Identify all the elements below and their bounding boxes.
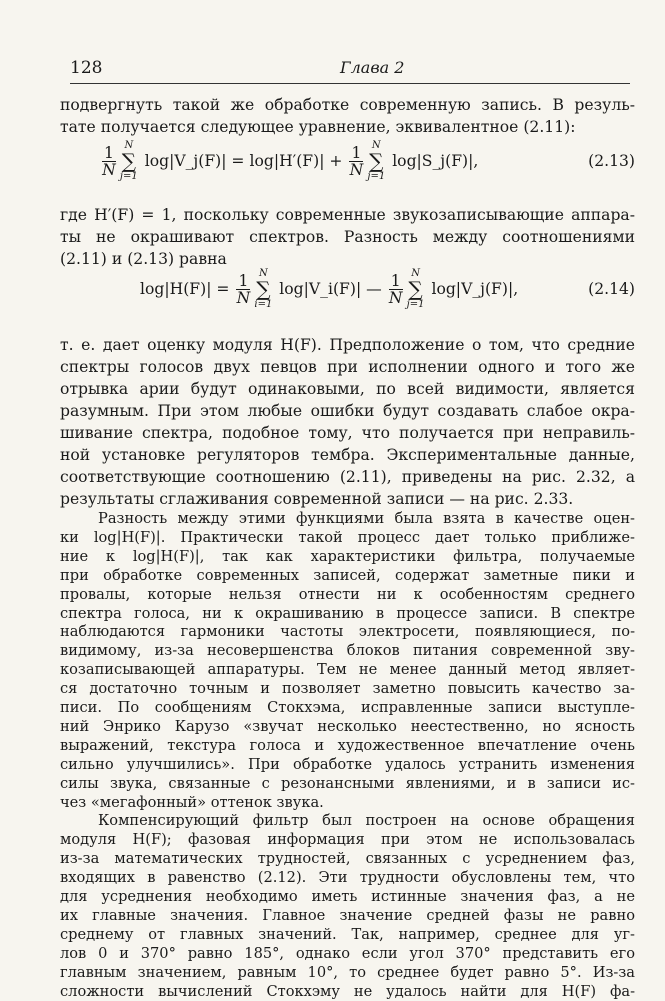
denominator: N [388,288,403,307]
equation-2-14 [100,268,635,318]
text-line: для усреднения необходимо иметь истинные значения фаз, а не [60,888,635,905]
text-line: т. е. дает оценку модуля H(F). Предположение о том, что средние [60,336,635,354]
text-line: из-за математических трудностей, связанных с усреднением фаз, [60,850,635,867]
equation-term: log|V_j(F)|, [431,280,519,298]
text-line: главным значением, равным 10°, то среднее будет равно 5°. Из-за [60,964,635,981]
equation-term: log|S_j(F)|, [392,152,479,170]
text-line: модуля H(F); фазовая информация при этом не использовалась [60,831,635,848]
text-line: где H′(F) = 1, поскольку современные звукозаписывающие аппара- [60,206,635,224]
sum-lower: j=1 [406,299,425,310]
text-line: соответствующие соотношению (2.11), приведены на рис. 2.32, а [60,468,635,486]
text-line: их главные значения. Главное значение средней фазы не равно [60,907,635,924]
chapter-title: Глава 2 [340,58,405,77]
fraction [389,273,403,306]
text-line: видимому, из-за несовершенства блоков питания современной зву- [60,642,635,659]
sum-sign: N ∑ j=1 [406,268,425,310]
text-line: ний Энрико Карузо «звучат несколько неестественно, но ясность [60,718,635,735]
numerator: 1 [351,143,362,162]
equation-term: log|V_i(F)| — [279,280,382,298]
text-line: разумным. При этом любые ошибки будут создавать слабое окра- [60,402,635,420]
text-line: тате получается следующее уравнение, эквивалентное (2.11): [60,118,576,136]
text-line: ты не окрашивают спектров. Разность между соотношениями [60,228,635,246]
text-line: ся достаточно точным и позволяет заметно повысить качество за- [60,680,635,697]
equation-term: log|V_j(F)| = log|H′(F)| + [144,152,343,170]
numerator: 1 [104,143,114,162]
text-line: спектра голоса, ни к окрашиванию в процессе записи. В спектре [60,605,635,622]
text-line: силы звука, связанные с резонансными явлениями, и в записи ис- [60,775,635,792]
text-line: чез «мегафонный» оттенок звука. [60,794,324,811]
fraction [349,145,363,178]
text-line: лов 0 и 370° равно 185°, однако если угол 370° представить его [60,945,635,962]
text-line: (2.11) и (2.13) равна [60,250,227,268]
denominator: N [236,288,251,307]
denominator: N [349,160,364,179]
text-line: сильно улучшились». При обработке удалось устранить изменения [60,756,635,773]
text-line: ние к log|H(F)|, так как характеристики фильтра, получаемые [60,548,635,565]
equation-2-13 [100,140,635,190]
sum-upper: N [124,140,134,151]
sum-sign: N ∑ i=1 [254,268,273,310]
sum-sign: N ∑ j=1 [367,140,386,182]
text-line: козаписывающей аппаратуры. Тем не менее данный метод являет- [60,661,635,678]
page-number: 128 [70,58,103,78]
text-line: писи. По сообщениям Стокхэма, исправленные записи выступле- [60,699,635,716]
text-line: выражений, текстура голоса и художественное впечатление очень [60,737,635,754]
text-line: ной установке регуляторов тембра. Экспериментальные данные, [60,446,635,464]
sum-sign: N ∑ j=1 [119,140,138,182]
numerator: 1 [238,271,249,290]
text-line: среднему от главных значений. Так, например, среднее для уг- [60,926,635,943]
sum-upper: N [258,268,268,279]
fraction [102,145,116,178]
text-line: Компенсирующий фильтр был построен на основе обращения [98,812,635,829]
equation-number: (2.13) [588,152,635,170]
text-line: результаты сглаживания современной записи — на рис. 2.33. [60,490,574,508]
fraction [236,273,250,306]
text-line: спектры голосов двух певцов при исполнении одного и того же [60,358,635,376]
text-line: ки log|H(F)|. Практически такой процесс дает только приближе- [60,529,635,546]
sum-upper: N [411,268,420,279]
sum-lower: j=1 [367,171,386,182]
text-line: наблюдаются гармоники частоты электросети, появляющиеся, по- [60,623,635,640]
header-rule [70,83,630,84]
sum-upper: N [371,140,381,151]
equation-body [100,140,478,182]
text-line: при обработке современных записей, содержат заметные пики и [60,567,635,584]
text-line: сложности вычислений Стокхэму не удалось найти для H(F) фа- [60,983,635,1000]
running-head [70,58,630,82]
equation-number: (2.14) [588,280,635,298]
equation-lhs: log|H(F)| = [140,280,230,298]
text-line: провалы, которые нельзя отнести ни к особенностям среднего [60,586,635,603]
text-line: отрывка арии будут одинаковыми, по всей видимости, является [60,380,635,398]
text-line: Разность между этими функциями была взята в качестве оцен- [98,510,635,527]
equation-body [140,268,518,310]
numerator: 1 [390,271,401,290]
text-line: шивание спектра, подобное тому, что получается при неправиль- [60,424,635,442]
text-line: входящих в равенство (2.12). Эти трудности обусловлены тем, что [60,869,635,886]
sum-lower: j=1 [119,171,138,182]
text-line: подвергнуть такой же обработке современную запись. В резуль- [60,96,635,114]
denominator: N [102,160,116,179]
sum-lower: i=1 [254,299,273,310]
